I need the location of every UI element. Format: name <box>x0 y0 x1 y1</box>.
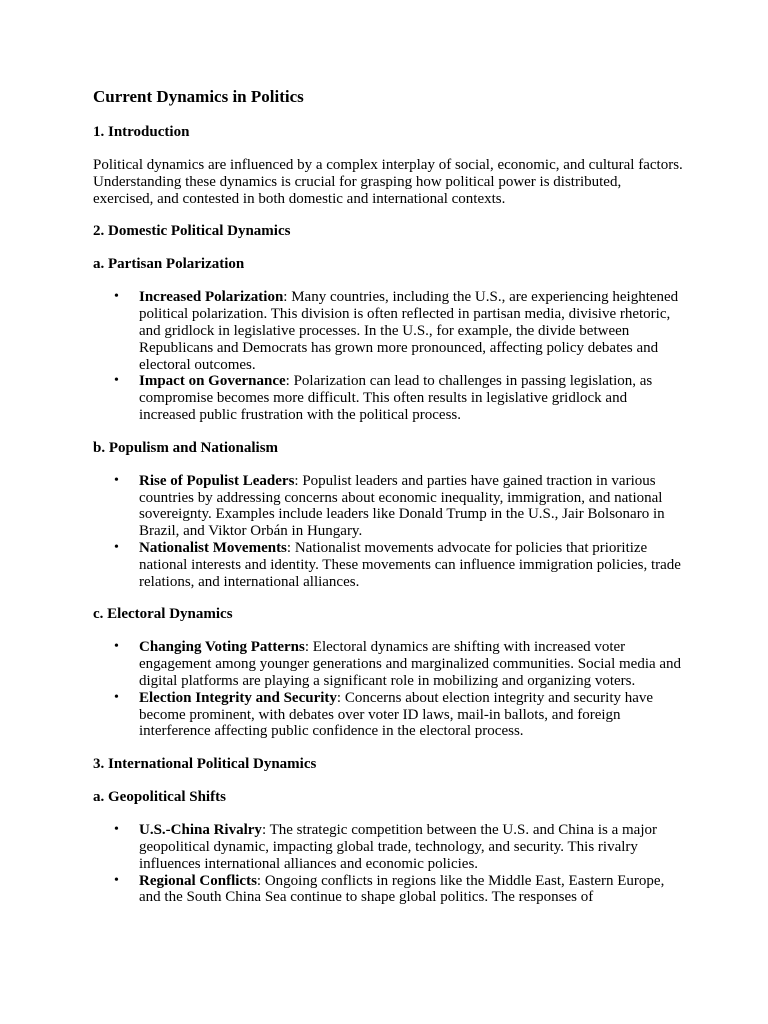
electoral-list <box>93 639 683 740</box>
bullet-icon: • <box>114 822 119 838</box>
intro-paragraph: Political dynamics are influenced by a complex interplay of social, economic, and cultural factors. Understanding these dynamics is crucial for grasping how political power is distributed, exercised, and contested in both domestic and international contexts. <box>93 157 683 207</box>
list-item-term: Rise of Populist Leaders <box>139 472 295 489</box>
section-heading-international: 3. International Political Dynamics <box>93 756 317 773</box>
list-item <box>93 373 683 423</box>
document-page <box>93 86 683 922</box>
list-item-text: : The strategic competition between the U.S. and China is a major geopolitical dynamic, impacting global trade, technology, and security. This rivalry influences international alliances and economic policies. <box>139 822 657 872</box>
list-item <box>93 473 683 540</box>
list-item-term: Increased Polarization <box>139 289 284 306</box>
list-item-term: Election Integrity and Security <box>139 689 337 706</box>
geopolitical-list <box>93 822 683 906</box>
list-item-term: Nationalist Movements <box>139 539 287 556</box>
list-item <box>93 822 683 872</box>
list-item-text: : Ongoing conflicts in regions like the Middle East, Eastern Europe, and the South China Sea continue to shape global politics. The responses of <box>139 872 665 906</box>
list-item-term: U.S.-China Rivalry <box>139 822 262 839</box>
list-item <box>93 639 683 689</box>
bullet-icon: • <box>114 289 119 305</box>
subsection-heading-populism: b. Populism and Nationalism <box>93 439 279 456</box>
section-heading-domestic: 2. Domestic Political Dynamics <box>93 223 291 240</box>
list-item <box>93 289 683 373</box>
list-item-term: Impact on Governance <box>139 373 286 390</box>
bullet-icon: • <box>114 639 119 655</box>
polarization-list <box>93 289 683 423</box>
list-item-term: Regional Conflicts <box>139 872 257 889</box>
subsection-heading-geopolitical: a. Geopolitical Shifts <box>93 789 226 806</box>
bullet-icon: • <box>114 872 119 888</box>
subsection-heading-electoral: c. Electoral Dynamics <box>93 606 233 623</box>
list-item-text: : Polarization can lead to challenges in passing legislation, as compromise becomes more difficult. This often results in legislative gridlock and increased public frustration with the political process. <box>139 373 653 423</box>
list-item-text: : Many countries, including the U.S., are experiencing heightened political polarization. This division is often reflected in partisan media, divisive rhetoric, and gridlock in legislative processes. In the U.S., for example, the divide between Republicans and Democrats has grown more pronounced, affecting policy debates and electoral outcomes. <box>139 289 679 373</box>
list-item <box>93 873 683 907</box>
list-item-text: : Electoral dynamics are shifting with increased voter engagement among younger generations and marginalized communities. Social media and digital platforms are playing a significant role in mobilizing and organizing voters. <box>139 639 682 689</box>
list-item-text: : Nationalist movements advocate for policies that prioritize national interests and identity. These movements can influence immigration policies, trade relations, and international alliances. <box>139 539 681 590</box>
list-item-text: : Concerns about election integrity and security have become prominent, with debates over voter ID laws, mail-in ballots, and foreign interference affecting public confidence in the electoral process. <box>139 689 654 740</box>
list-item-text: : Populist leaders and parties have gained traction in various countries by addressing concerns about economic inequality, immigration, and national sovereignty. Examples include leaders like Donald Trump in the U.S., Jair Bolsonaro in Brazil, and Viktor Orbán in Hungary. <box>139 472 665 540</box>
subsection-heading-polarization: a. Partisan Polarization <box>93 256 245 273</box>
bullet-icon: • <box>114 689 119 705</box>
section-heading-introduction: 1. Introduction <box>93 124 190 140</box>
bullet-icon: • <box>114 472 119 488</box>
bullet-icon: • <box>114 539 119 555</box>
document-title: Current Dynamics in Politics <box>93 87 304 106</box>
populism-list <box>93 473 683 591</box>
bullet-icon: • <box>114 373 119 389</box>
list-item-term: Changing Voting Patterns <box>139 639 305 656</box>
list-item <box>93 690 683 740</box>
list-item <box>93 540 683 590</box>
